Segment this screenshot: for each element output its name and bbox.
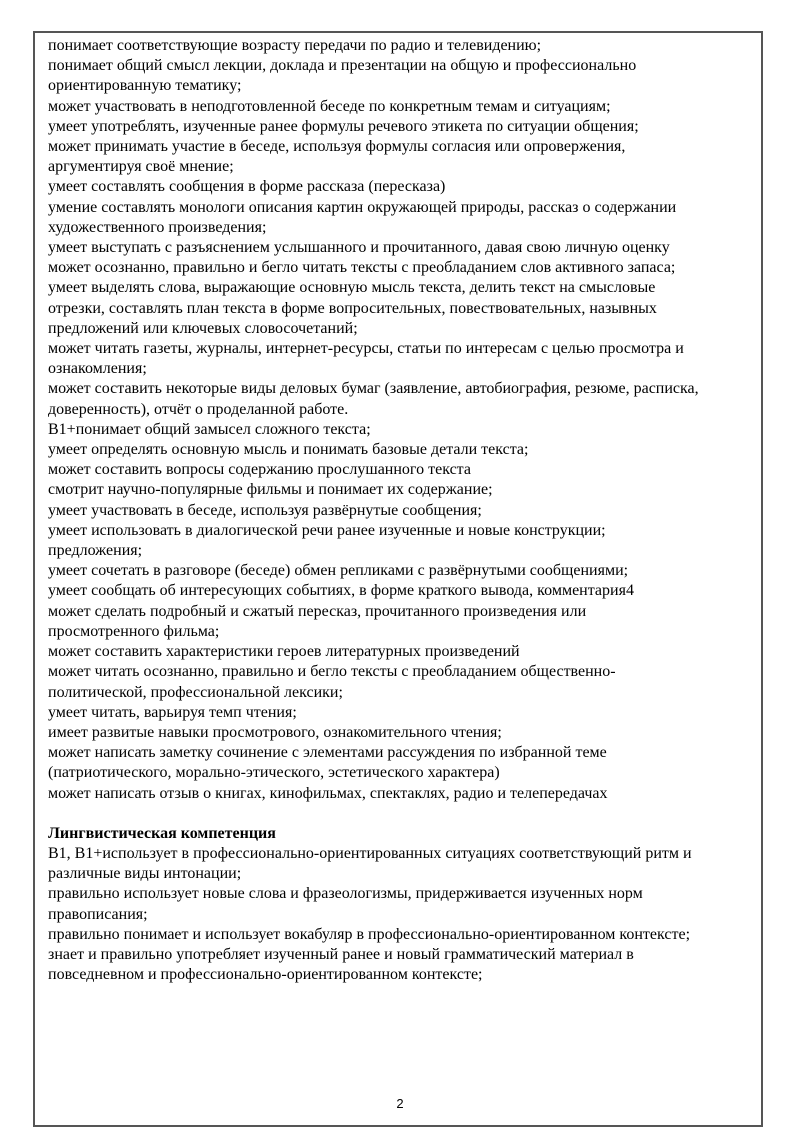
text-line: знает и правильно употребляет изученный ранее и новый грамматический материал в: [48, 945, 634, 963]
section-heading: Лингвистическая компетенция: [48, 824, 276, 842]
text-line: может читать газеты, журналы, интернет-ресурсы, статьи по интересам с целью просмотра и: [48, 340, 684, 358]
text-line: умеет выделять слова, выражающие основную мысль текста, делить текст на смысловые: [48, 279, 656, 297]
text-line: умеет выступать с разъяснением услышанного и прочитанного, давая свою личную оценку: [48, 239, 670, 257]
text-line: аргументируя своё мнение;: [48, 158, 234, 176]
text-line: ориентированную тематику;: [48, 77, 242, 95]
text-line: умение составлять монологи описания картин окружающей природы, рассказ о содержании: [48, 198, 677, 216]
text-line: может читать осознанно, правильно и бегло тексты с преобладанием общественно-: [48, 663, 616, 681]
text-block-after: [48, 844, 763, 985]
text-line: правильно использует новые слова и фразеологизмы, придерживается изученных норм: [48, 885, 643, 903]
text-line: ознакомления;: [48, 360, 147, 378]
text-line: предложений или ключевых словосочетаний;: [48, 319, 358, 337]
text-line: различные виды интонации;: [48, 865, 242, 883]
text-line: может осознанно, правильно и бегло читать тексты с преобладанием слов активного запаса;: [48, 259, 676, 277]
text-line: умеет сочетать в разговоре (беседе) обмен репликами с развёрнутыми сообщениями;: [48, 562, 629, 580]
text-line: повседневном и профессионально-ориентированном контексте;: [48, 966, 483, 984]
text-line: может составить характеристики героев литературных произведений: [48, 643, 520, 661]
text-line: художественного произведения;: [48, 218, 267, 236]
text-line: доверенность), отчёт о проделанной работе.: [48, 400, 349, 418]
text-line: предложения;: [48, 542, 143, 560]
text-line: отрезки, составлять план текста в форме вопросительных, повествовательных, назывных: [48, 299, 657, 317]
text-line: может сделать подробный и сжатый пересказ, прочитанного произведения или: [48, 602, 587, 620]
text-line: может составить некоторые виды деловых бумаг (заявление, автобиография, резюме, расписка,: [48, 380, 699, 398]
text-line: В1, В1+использует в профессионально-ориентированных ситуациях соответствующий ритм и: [48, 844, 692, 862]
text-line: смотрит научно-популярные фильмы и понимает их содержание;: [48, 481, 493, 499]
text-line: умеет определять основную мысль и понимать базовые детали текста;: [48, 441, 529, 459]
text-line: умеет использовать в диалогической речи ранее изученные и новые конструкции;: [48, 521, 606, 539]
text-line: правописания;: [48, 905, 148, 923]
text-line: умеет сообщать об интересующих событиях, в форме краткого вывода, комментария4: [48, 582, 634, 600]
text-line: может составить вопросы содержанию прослушанного текста: [48, 461, 471, 479]
text-line: может принимать участие в беседе, используя формулы согласия или опровержения,: [48, 138, 626, 156]
text-line: может написать отзыв о книгах, кинофильмах, спектаклях, радио и телепередачах: [48, 784, 608, 802]
paragraph-spacer: [48, 804, 763, 824]
document-body: [48, 36, 763, 985]
text-line: умеет участвовать в беседе, используя развёрнутые сообщения;: [48, 501, 482, 519]
text-line: умеет употреблять, изученные ранее формулы речевого этикета по ситуации общения;: [48, 117, 639, 135]
text-line: понимает соответствующие возрасту передачи по радио и телевидению;: [48, 37, 542, 54]
text-line: может участвовать в неподготовленной беседе по конкретным темам и ситуациям;: [48, 97, 611, 115]
text-line: В1+понимает общий замысел сложного текста;: [48, 420, 371, 438]
page-number: 2: [396, 1096, 404, 1111]
text-line: (патриотического, морально-этического, эстетического характера): [48, 764, 500, 782]
text-line: умеет составлять сообщения в форме рассказа (пересказа): [48, 178, 446, 196]
text-line: правильно понимает и использует вокабуляр в профессионально-ориентированном контексте;: [48, 925, 691, 943]
text-line: может написать заметку сочинение с элементами рассуждения по избранной теме: [48, 744, 607, 762]
text-line: умеет читать, варьируя темп чтения;: [48, 703, 297, 721]
text-block-before: [48, 36, 763, 804]
text-line: понимает общий смысл лекции, доклада и презентации на общую и профессионально: [48, 57, 637, 75]
text-line: политической, профессиональной лексики;: [48, 683, 343, 701]
text-line: имеет развитые навыки просмотрового, ознакомительного чтения;: [48, 723, 502, 741]
text-line: просмотренного фильма;: [48, 622, 220, 640]
